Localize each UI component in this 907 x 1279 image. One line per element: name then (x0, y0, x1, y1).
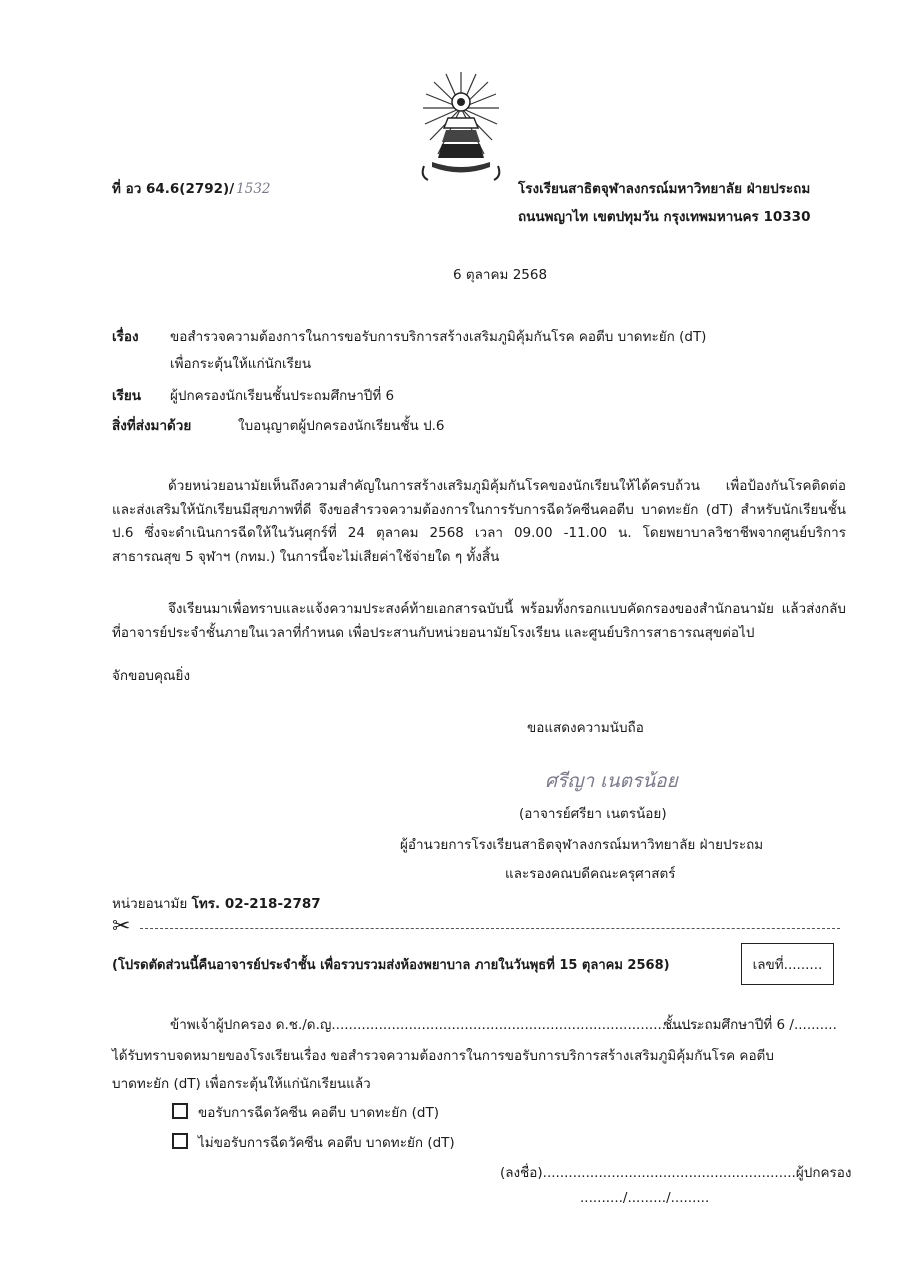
org-address-line1: โรงเรียนสาธิตจุฬาลงกรณ์มหาวิทยาลัย ฝ่ายประถม (518, 181, 811, 197)
accept-checkbox[interactable] (172, 1103, 188, 1119)
option-decline[interactable] (172, 1131, 455, 1153)
acknowledgement-line2: บาดทะยัก (dT) เพื่อกระตุ้นให้แก่นักเรียนแล้ว (112, 1076, 371, 1092)
subject-line2: เพื่อกระตุ้นให้แก่นักเรียน (170, 356, 312, 372)
school-emblem (418, 68, 504, 186)
body-thanks: จักขอบคุณยิ่ง (112, 668, 191, 684)
subject-label: เรื่อง (112, 329, 139, 345)
reference-handwritten: 1532 (236, 181, 271, 197)
option-accept-label: ขอรับการฉีดวัคซีน คอตีบ บาดทะยัก (dT) (198, 1105, 439, 1121)
parent-signature-field[interactable]: (ลงชื่อ)...........................................................ผู้ปกครอง (500, 1165, 852, 1181)
closing: ขอแสดงความนับถือ (527, 720, 644, 736)
student-number-box[interactable] (741, 943, 834, 985)
recipient-value: ผู้ปกครองนักเรียนชั้นประถมศึกษาปีที่ 6 (170, 388, 395, 404)
subject-line1: ขอสำรวจความต้องการในการขอรับการบริการสร้างเสริมภูมิคุ้มกันโรค คอตีบ บาดทะยัก (dT) (170, 329, 707, 345)
signer-title-2: และรองคณบดีคณะครุศาสตร์ (505, 866, 676, 882)
recipient-label: เรียน (112, 388, 142, 404)
cut-line (140, 928, 840, 929)
contact-info: หน่วยอนามัย โทร. 02-218-2787 (112, 896, 321, 912)
letter-date: 6 ตุลาคม 2568 (453, 267, 548, 283)
return-instruction: (โปรดตัดส่วนนี้คืนอาจารย์ประจำชั้น เพื่อรวบรวมส่งห้องพยาบาล ภายในวันพุธที่ 15 ตุลาคม 2568) (112, 958, 670, 973)
option-decline-label: ไม่ขอรับการฉีดวัคซีน คอตีบ บาดทะยัก (dT) (198, 1135, 455, 1151)
student-number-label: เลขที่......... (752, 957, 823, 973)
enclosure-value: ใบอนุญาตผู้ปกครองนักเรียนชั้น ป.6 (238, 418, 445, 434)
option-accept[interactable] (172, 1101, 439, 1123)
parent-name-field[interactable]: ข้าพเจ้าผู้ปกครอง ด.ช./ด.ญ...................................................................................... (170, 1017, 701, 1033)
signature-date-field[interactable]: ........../........./......... (580, 1190, 710, 1206)
org-address-line2: ถนนพญาไท เขตปทุมวัน กรุงเทพมหานคร 10330 (518, 209, 811, 225)
acknowledgement-line1: ได้รับทราบจดหมายของโรงเรียนเรื่อง ขอสำรวจความต้องการในการขอรับการบริการสร้างเสริมภูมิคุ้มกันโรค คอตีบ (112, 1048, 774, 1064)
decline-checkbox[interactable] (172, 1133, 188, 1149)
body-paragraph-1: ด้วยหน่วยอนามัยเห็นถึงความสำคัญในการสร้างเสริมภูมิคุ้มกันโรคของนักเรียนให้ได้ครบถ้วน เพื่อป้องกันโรคติดต่อและส่งเสริมให้นักเรียนมีสุขภาพที่ดี จึงขอสำรวจความต้องการในการรับการฉีดวัคซีนคอตีบ บาดทะยัก (dT) สำหรับนักเรียนชั้น ป.6 ซึ่งจะดำเนินการฉีดให้ในวันศุกร์ที่ 24 ตุลาคม 2568 เวลา 09.00 -11.00 น. โดยพยาบาลวิชาชีพจากศูนย์บริการสาธารณสุข 5 จุฬาฯ (กทม.) ในการนี้จะไม่เสียค่าใช้จ่ายใด ๆ ทั้งสิ้น (112, 478, 846, 565)
scissors-icon: ✂ (112, 914, 131, 939)
signer-name: (อาจารย์ศรียา เนตรน้อย) (519, 806, 667, 822)
body-paragraph-2: จึงเรียนมาเพื่อทราบและแจ้งความประสงค์ท้ายเอกสารฉบับนี้ พร้อมทั้งกรอกแบบคัดกรองของสำนักอนามัย แล้วส่งกลับที่อาจารย์ประจำชั้นภายในเวลาที่กำหนด เพื่อประสานกับหน่วยอนามัยโรงเรียน และศูนย์บริการสาธารณสุขต่อไป (112, 601, 846, 641)
signature: ศรีญา เนตรน้อย (545, 770, 678, 792)
reference-number: ที่ อว 64.6(2792)/ 1532 (112, 181, 271, 197)
enclosure-label: สิ่งที่ส่งมาด้วย (112, 418, 192, 434)
signer-title-1: ผู้อำนวยการโรงเรียนสาธิตจุฬาลงกรณ์มหาวิทยาลัย ฝ่ายประถม (400, 837, 764, 853)
grade-class-field[interactable]: ชั้นประถมศึกษาปีที่ 6 /.......... (663, 1017, 837, 1033)
